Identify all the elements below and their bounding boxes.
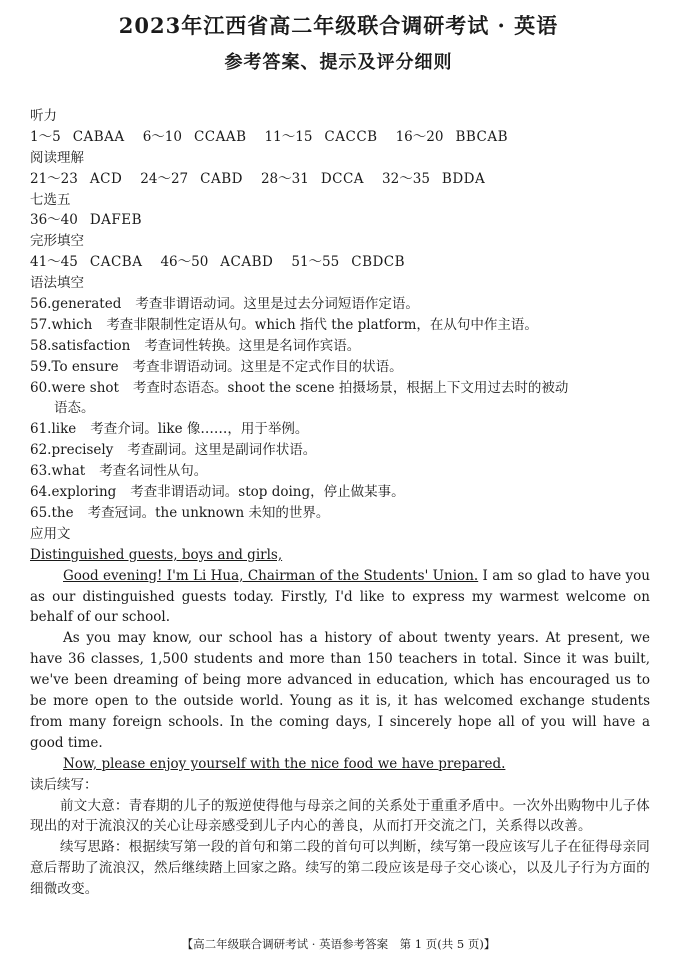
item-number: 65. xyxy=(30,504,52,521)
answer-value: DAFEB xyxy=(89,212,143,229)
answer-row-cloze xyxy=(30,252,650,273)
grammar-item xyxy=(30,336,650,357)
answer-value: CACCB xyxy=(324,128,378,145)
answer-value: BBCAB xyxy=(455,128,509,145)
section-heading-grammar: 语法填空 xyxy=(30,275,84,292)
grammar-item xyxy=(30,419,650,440)
section-heading-cloze: 完形填空 xyxy=(30,233,84,250)
item-number: 59. xyxy=(30,358,52,375)
continuation-summary: 前文大意：青春期的儿子的叛逆使得他与母亲之间的关系处于重重矛盾中。一次外出购物中儿子体现出的对于流浪汉的关心让母亲感受到儿子内心的善良，从而打开交流之门，关系得以改善。 xyxy=(30,797,650,835)
answer-row-seven-five xyxy=(30,210,650,231)
grammar-item xyxy=(30,440,650,461)
item-answer: generated xyxy=(51,296,122,313)
page-title: 2023年江西省高二年级联合调研考试 · 英语 xyxy=(118,13,559,38)
answer-row-listening xyxy=(30,127,650,148)
item-answer: precisely xyxy=(51,442,114,459)
answer-value: CABD xyxy=(200,170,243,187)
section-heading-seven-five: 七选五 xyxy=(30,191,71,208)
item-answer: like xyxy=(51,421,77,438)
grammar-item xyxy=(30,482,650,503)
item-note: 考查时态语态。shoot the scene 拍摄场景，根据上下文用过去时的被动 xyxy=(132,379,569,396)
section-heading-continuation: 读后续写： xyxy=(30,776,98,793)
letter-salutation: Distinguished guests, boys and girls, xyxy=(30,546,283,563)
answer-value: ACD xyxy=(89,170,123,187)
page-subtitle: 参考答案、提示及评分细则 xyxy=(224,52,453,73)
underlined-sentence: Now, please enjoy yourself with the nice food we have prepared. xyxy=(63,755,506,772)
item-answer: exploring xyxy=(51,484,117,501)
grammar-item xyxy=(30,461,650,482)
answer-range: 32～35 xyxy=(382,170,430,187)
letter-paragraph-3 xyxy=(30,754,650,775)
item-answer: were shot xyxy=(51,379,119,396)
document-body xyxy=(30,106,650,900)
item-note: 考查非限制性定语从句。which 指代 the platform，在从句中作主语。 xyxy=(106,316,538,333)
item-answer: the xyxy=(51,504,74,521)
item-note: 考查非谓语动词。这里是不定式作目的状语。 xyxy=(132,358,403,375)
item-answer: which xyxy=(51,316,93,333)
item-note: 考查词性转换。这里是名词作宾语。 xyxy=(144,337,361,354)
grammar-item xyxy=(30,357,650,378)
item-number: 62. xyxy=(30,442,52,459)
answer-range: 51～55 xyxy=(291,254,340,271)
item-note: 考查非谓语动词。stop doing，停止做某事。 xyxy=(130,484,405,501)
answer-value: BDDA xyxy=(441,170,486,187)
item-note: 考查名词性从句。 xyxy=(99,463,208,480)
answer-value: CABAA xyxy=(72,128,125,145)
item-note: 考查冠词。the unknown 未知的世界。 xyxy=(87,504,330,521)
item-note: 考查非谓语动词。这里是过去分词短语作定语。 xyxy=(135,296,419,313)
item-answer: To ensure xyxy=(51,358,119,375)
section-heading-reading: 阅读理解 xyxy=(30,149,84,166)
grammar-item xyxy=(30,315,650,336)
section-heading-listening: 听力 xyxy=(30,108,57,124)
item-number: 61. xyxy=(30,421,52,438)
answer-value: CACBA xyxy=(89,254,143,271)
answer-value: ACABD xyxy=(220,254,274,271)
item-number: 64. xyxy=(30,484,52,501)
grammar-item xyxy=(30,503,650,524)
grammar-item xyxy=(30,378,650,399)
item-note: 考查介词。like 像……，用于举例。 xyxy=(90,421,309,438)
letter-paragraph-2: As you may know, our school has a history of about twenty years. At present, we have 36 classes, 1,500 students and more than 150 teachers in total. Since it was built, we've been dreaming of being more advanced in education, which has encouraged us to be more open to the outside world. Young as it is, it has welcomed exchange students from many foreign schools. In the coming days, I sincerely hope all of you will have a good time. xyxy=(30,630,650,751)
item-number: 58. xyxy=(30,337,52,354)
paragraph-text: I am so glad to have you as our distinguished guests today. Firstly, I'd like to express my warmest welcome on behalf of our school. xyxy=(30,567,651,626)
underlined-sentence: Good evening! I'm Li Hua, Chairman of the Students' Union. xyxy=(63,567,479,584)
answer-row-reading xyxy=(30,169,650,190)
answer-range: 21～23 xyxy=(30,170,78,187)
answer-value: CBDCB xyxy=(351,254,406,271)
item-note: 考查副词。这里是副词作状语。 xyxy=(127,442,317,459)
item-note-continued: 语态。 xyxy=(54,400,95,417)
item-number: 57. xyxy=(30,316,52,333)
continuation-approach: 续写思路：根据续写第一段的首句和第二段的首句可以判断，续写第一段应该写儿子在征得母亲同意后帮助了流浪汉，然后继续踏上回家之路。续写的第二段应该是母子交心谈心，以及儿子行为方面的细微改变。 xyxy=(30,839,650,898)
answer-range: 28～31 xyxy=(260,170,309,187)
answer-range: 6～10 xyxy=(142,128,182,145)
answer-range: 24～27 xyxy=(140,170,189,187)
answer-value: DCCA xyxy=(320,170,365,187)
answer-range: 36～40 xyxy=(30,212,78,229)
item-number: 63. xyxy=(30,463,52,480)
letter-paragraph-1 xyxy=(30,566,650,629)
answer-range: 16～20 xyxy=(395,128,444,145)
item-number: 60. xyxy=(30,379,52,396)
answer-range: 46～50 xyxy=(160,254,209,271)
grammar-item xyxy=(30,294,650,315)
item-answer: satisfaction xyxy=(51,337,131,354)
answer-range: 41～45 xyxy=(30,254,78,271)
item-number: 56. xyxy=(30,296,52,313)
item-answer: what xyxy=(51,463,86,480)
answer-range: 11～15 xyxy=(264,128,313,145)
answer-range: 1～5 xyxy=(30,128,61,145)
answer-value: CCAAB xyxy=(193,128,247,145)
section-heading-practical-writing: 应用文 xyxy=(30,525,71,542)
page-footer: 【高二年级联合调研考试 · 英语参考答案 第 1 页(共 5 页)】 xyxy=(181,937,496,951)
